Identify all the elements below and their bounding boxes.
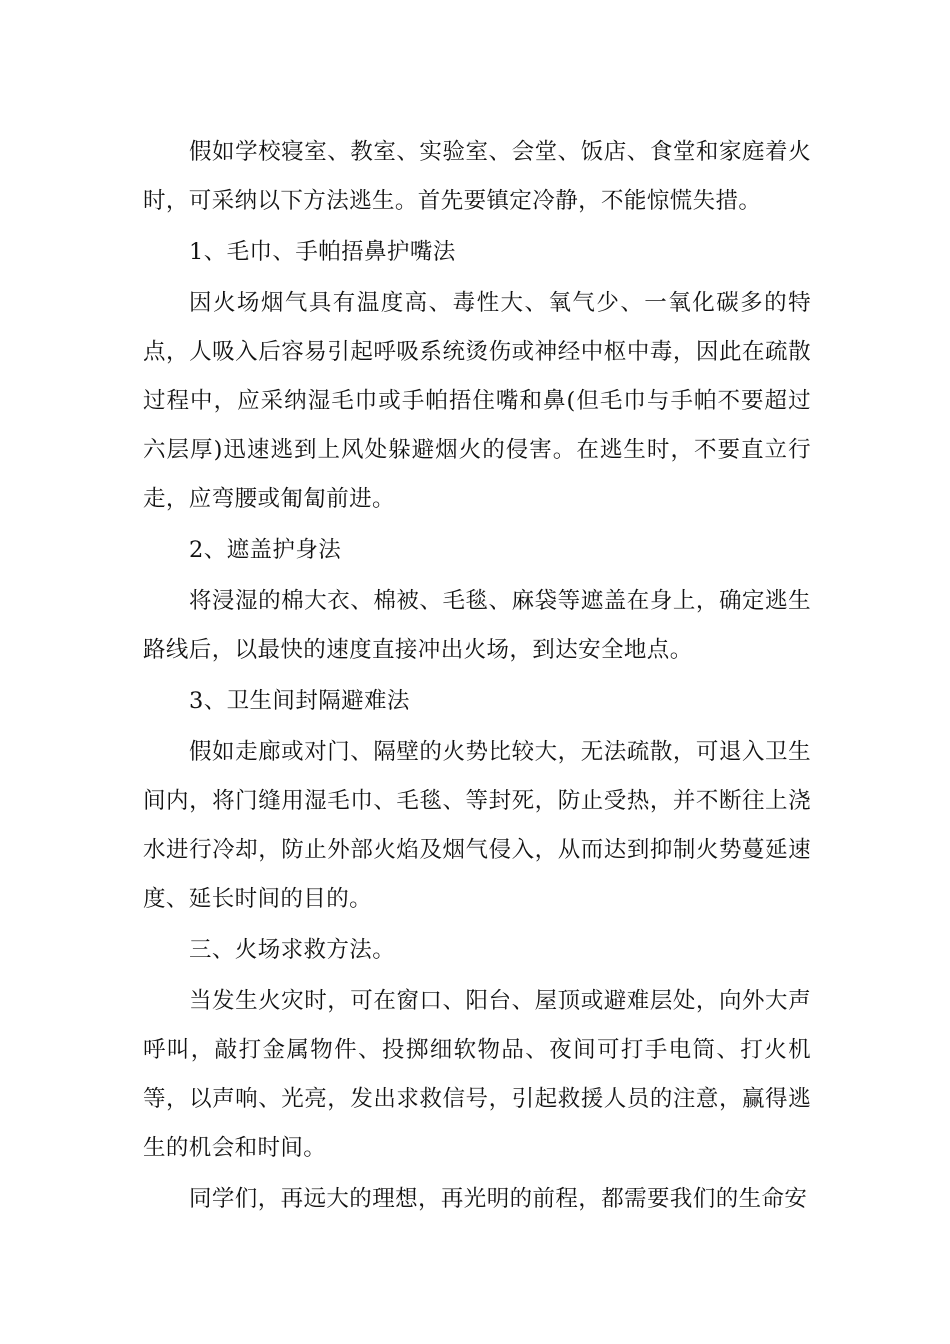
paragraph-cover-method: 将浸湿的棉大衣、棉被、毛毯、麻袋等遮盖在身上，确定逃生路线后，以最快的速度直接冲出火场，到达安全地点。 [143,588,811,663]
paragraph-bathroom-method: 假如走廊或对门、隔壁的火势比较大，无法疏散，可退入卫生间内，将门缝用湿毛巾、毛毯、等封死，防止受热，并不断往上浇水进行冷却，防止外部火焰及烟气侵入，从而达到抑制火势蔓延速度、延长时间的目的。 [143,739,811,912]
document-body [143,128,811,1226]
heading-towel-method: 1、毛巾、手帕捂鼻护嘴法 [189,239,456,265]
paragraph-escape-intro: 假如学校寝室、教室、实验室、会堂、饭店、食堂和家庭着火时，可采纳以下方法逃生。首先要镇定冷静，不能惊慌失措。 [143,139,811,214]
heading-cover-method: 2、遮盖护身法 [189,537,342,563]
paragraph-rescue-methods: 当发生火灾时，可在窗口、阳台、屋顶或避难层处，向外大声呼叫，敲打金属物件、投掷细软物品、夜间可打手电筒、打火机等，以声响、光亮，发出求救信号，引起救援人员的注意，赢得逃生的机会和时间。 [143,988,811,1161]
heading-rescue-methods: 三、火场求救方法。 [189,937,396,963]
heading-bathroom-method: 3、卫生间封隔避难法 [189,688,410,714]
paragraph-towel-method: 因火场烟气具有温度高、毒性大、氧气少、一氧化碳多的特点，人吸入后容易引起呼吸系统烫伤或神经中枢中毒，因此在疏散过程中，应采纳湿毛巾或手帕捂住嘴和鼻(但毛巾与手帕不要超过六层厚)迅速逃到上风处躲避烟火的侵害。在逃生时，不要直立行走，应弯腰或匍匐前进。 [143,290,811,512]
paragraph-closing: 同学们，再远大的理想，再光明的前程，都需要我们的生命安 [189,1186,808,1212]
